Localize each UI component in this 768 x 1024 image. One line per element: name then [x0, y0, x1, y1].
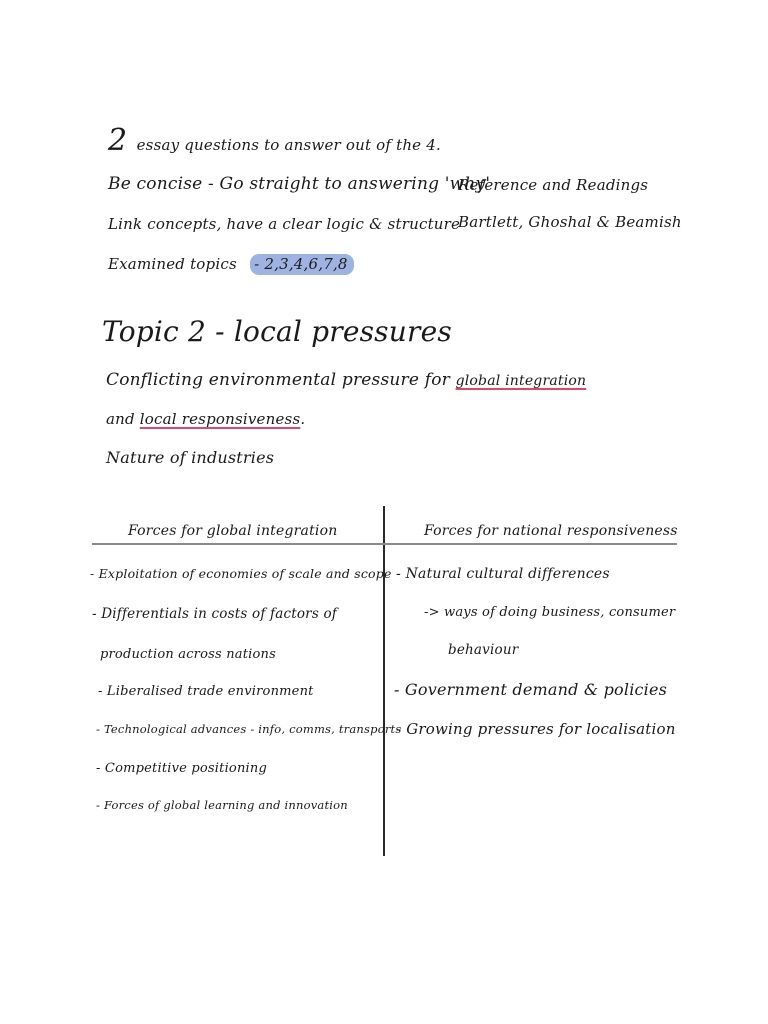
- left-item: - Liberalised trade environment: [98, 684, 314, 699]
- topic-title: Topic 2 - local pressures: [102, 315, 452, 348]
- topic-line-local-pre: and: [106, 410, 140, 428]
- left-item: production across nations: [100, 647, 276, 662]
- topic-line-conflicting: [106, 372, 586, 389]
- essay-instruction-line: [108, 123, 441, 158]
- left-item: - Technological advances - info, comms, transports: [96, 722, 402, 736]
- right-column-header: Forces for national responsiveness: [424, 523, 678, 539]
- left-item: - Exploitation of economies of scale and scope: [90, 566, 392, 581]
- examined-topics-label: Examined topics: [108, 255, 237, 273]
- global-integration-underlined: global integration: [455, 373, 587, 389]
- essay-count: 2: [108, 123, 128, 158]
- examined-topics-line: [108, 256, 354, 272]
- topic-line-local-post: .: [300, 410, 306, 428]
- references-authors: Bartlett, Ghoshal & Beamish: [458, 213, 682, 231]
- right-item: behaviour: [448, 642, 519, 658]
- topic-line-local: [106, 412, 305, 427]
- concise-instruction: Be concise - Go straight to answering 'why': [108, 174, 491, 194]
- right-item: - Natural cultural differences: [396, 566, 610, 582]
- examined-topics-highlight: - 2,3,4,6,7,8: [250, 254, 354, 275]
- right-item: - Government demand & policies: [394, 680, 668, 699]
- nature-of-industries: Nature of industries: [106, 448, 275, 467]
- table-horizontal-divider: [92, 543, 677, 545]
- left-item: - Forces of global learning and innovation: [96, 798, 348, 812]
- left-column-header: Forces for global integration: [128, 523, 338, 539]
- structure-instruction: Link concepts, have a clear logic & structure: [108, 215, 461, 233]
- references-title: Reference and Readings: [458, 176, 649, 194]
- right-item: - Growing pressures for localisation: [396, 720, 676, 738]
- topic-line-conflicting-text: Conflicting environmental pressure for: [106, 370, 456, 390]
- left-item: - Differentials in costs of factors of: [92, 606, 337, 622]
- table-vertical-divider: [383, 506, 385, 856]
- right-item: -> ways of doing business, consumer: [424, 605, 676, 620]
- local-responsiveness-underlined: local responsiveness: [139, 410, 301, 428]
- left-item: - Competitive positioning: [96, 761, 267, 776]
- essay-instruction-text: essay questions to answer out of the 4.: [136, 136, 441, 154]
